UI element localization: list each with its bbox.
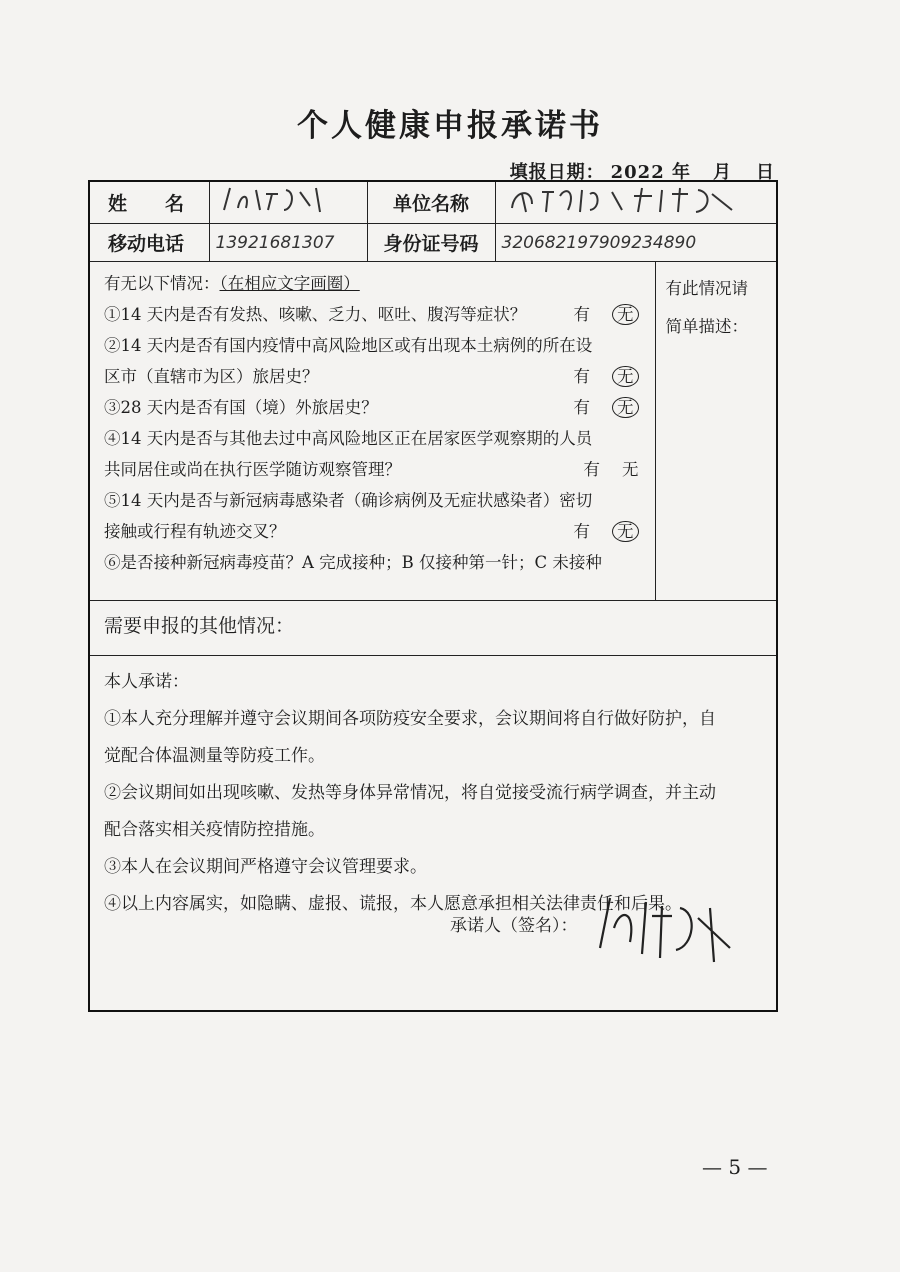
other-situations: 需要申报的其他情况： bbox=[89, 601, 777, 656]
date-label: 填报日期： bbox=[509, 162, 605, 183]
condition-item-5: ⑤14 天内是否与新冠病毒感染者（确诊病例及无症状感染者）密切 接触或行程有轨迹交叉？ 有 无 bbox=[104, 485, 647, 547]
handwritten-unit bbox=[502, 182, 772, 218]
id-label: 身份证号码 bbox=[367, 224, 495, 262]
date-day: 日 bbox=[756, 162, 775, 183]
health-form bbox=[88, 180, 778, 1012]
conditions-cell bbox=[89, 262, 655, 601]
unit-value bbox=[495, 181, 777, 224]
signer-label: 承诺人（签名）： bbox=[450, 916, 578, 936]
condition-item-4: ④14 天内是否与其他去过中高风险地区正在居家医学观察期的人员 共同居住或尚在执行医学随访观察管理？ 有 无 bbox=[104, 429, 639, 479]
conditions-header: 有无以下情况：（在相应文字画圈） bbox=[104, 274, 360, 293]
phone-label: 移动电话 bbox=[89, 224, 209, 262]
name-label: 姓 名 bbox=[89, 181, 209, 224]
condition-item-6: ⑥是否接种新冠病毒疫苗？A 完成接种；B 仅接种第一针；C 未接种 bbox=[104, 553, 602, 572]
description-cell: 有此情况请 简单描述： bbox=[655, 262, 777, 601]
document-title: 个人健康申报承诺书 bbox=[297, 108, 603, 144]
id-value: 320682197909234890 bbox=[495, 224, 777, 262]
condition-item-3: ③28 天内是否有国（境）外旅居史？ 有 无 bbox=[104, 392, 647, 423]
condition-item-1: ①14 天内是否有发热、咳嗽、乏力、呕吐、腹泻等症状？ 有 无 bbox=[104, 299, 647, 330]
conditions-note: （在相应文字画圈） bbox=[219, 274, 360, 293]
condition-item-2: ②14 天内是否有国内疫情中高风险地区或有出现本土病例的所在设 区市（直辖市为区）旅居史？ 有 无 bbox=[104, 330, 647, 392]
date-year: 2022 年 bbox=[610, 162, 691, 183]
handwritten-name bbox=[216, 182, 356, 218]
date-month: 月 bbox=[713, 162, 732, 183]
promise-section: 本人承诺： ①本人充分理解并遵守会议期间各项防疫安全要求，会议期间将自行做好防护，自 觉配合体温测量等防疫工作。 ②会议期间如出现咳嗽、发热等身体异常情况，将自觉接受流行病学调查，并主动 配合落实相关疫情防控措施。 ③本人在会议期间严格遵守会议管理要求。 ④以上内容属实，如隐瞒、虚报、谎报，本人愿意承担相关法律责任和后果。 承诺人（签名）： bbox=[89, 656, 777, 1012]
handwritten-signature bbox=[590, 888, 760, 968]
name-value bbox=[209, 181, 367, 224]
unit-label: 单位名称 bbox=[367, 181, 495, 224]
page-number: — 5 — bbox=[702, 1155, 768, 1179]
phone-value: 139216813​07 bbox=[209, 224, 367, 262]
